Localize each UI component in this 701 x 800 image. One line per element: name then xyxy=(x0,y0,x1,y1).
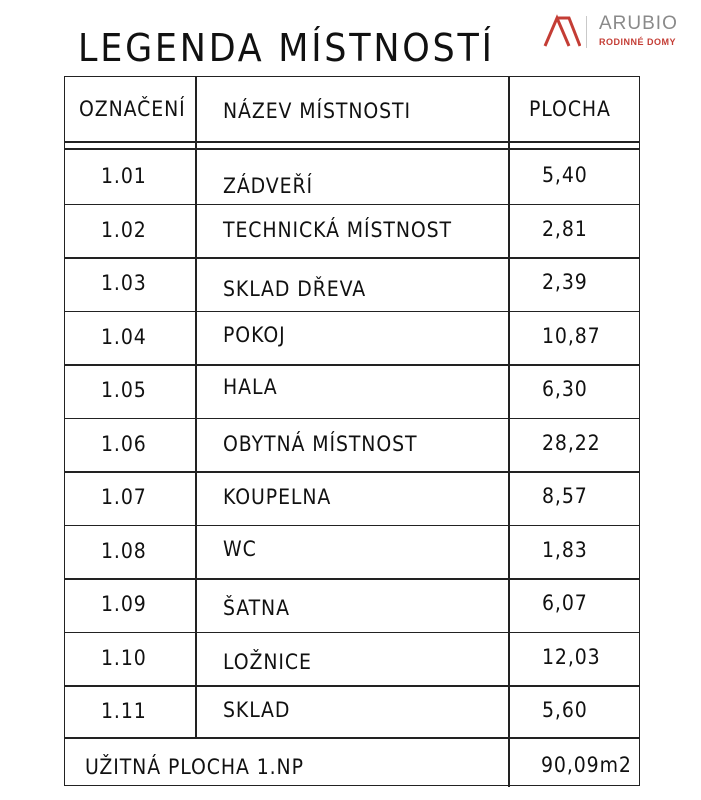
row-separator xyxy=(65,311,639,313)
page-title: LEGENDA MÍSTNOSTÍ xyxy=(78,26,495,70)
room-area: 1,83 xyxy=(542,537,588,562)
header-code: OZNAČENÍ xyxy=(79,97,186,121)
room-name: POKOJ xyxy=(223,322,286,347)
room-name: WC xyxy=(223,536,257,561)
header-separator xyxy=(65,141,639,143)
logo-brand-name: ARUBIO xyxy=(599,13,678,34)
room-code: 1.09 xyxy=(101,592,147,616)
room-area: 8,57 xyxy=(542,484,588,508)
room-name: OBYTNÁ MÍSTNOST xyxy=(223,431,418,456)
row-separator xyxy=(65,204,639,206)
row-separator xyxy=(65,471,639,473)
room-code: 1.07 xyxy=(101,485,147,509)
total-separator xyxy=(65,737,639,739)
room-area: 28,22 xyxy=(542,430,601,455)
room-area: 10,87 xyxy=(542,323,601,348)
room-name: TECHNICKÁ MÍSTNOST xyxy=(223,217,452,242)
room-name: ZÁDVEŘÍ xyxy=(223,174,313,198)
row-separator xyxy=(65,578,639,580)
house-roof-icon xyxy=(543,14,581,48)
room-name: LOŽNICE xyxy=(223,649,312,674)
header-separator xyxy=(65,148,639,150)
room-name: SKLAD xyxy=(223,698,291,722)
row-separator xyxy=(65,418,639,420)
room-code: 1.11 xyxy=(101,699,147,723)
logo-divider xyxy=(586,16,587,48)
room-legend-table xyxy=(64,76,640,786)
room-name: SKLAD DŘEVA xyxy=(223,277,367,301)
room-code: 1.05 xyxy=(101,378,147,402)
room-area: 6,07 xyxy=(542,591,588,615)
room-area: 5,60 xyxy=(542,698,588,722)
room-area: 2,81 xyxy=(542,216,588,241)
column-divider xyxy=(195,77,197,737)
room-name: KOUPELNA xyxy=(223,485,332,509)
total-label: UŽITNÁ PLOCHA 1.NP xyxy=(85,755,304,779)
header-area: PLOCHA xyxy=(529,97,611,121)
room-code: 1.08 xyxy=(101,538,147,563)
room-name: HALA xyxy=(223,375,278,399)
total-value: 90,09m2 xyxy=(541,753,632,777)
column-divider xyxy=(508,77,510,787)
room-code: 1.03 xyxy=(101,271,147,295)
row-separator xyxy=(65,632,639,634)
room-code: 1.04 xyxy=(101,324,147,349)
row-separator xyxy=(65,257,639,259)
room-area: 12,03 xyxy=(542,644,601,669)
header-room-name: NÁZEV MÍSTNOSTI xyxy=(223,99,411,123)
row-separator xyxy=(65,525,639,527)
room-code: 1.01 xyxy=(101,164,147,188)
logo-tagline: RODINNÉ DOMY xyxy=(599,37,677,47)
room-name: ŠATNA xyxy=(223,596,290,620)
room-code: 1.02 xyxy=(101,217,147,242)
room-code: 1.06 xyxy=(101,431,147,456)
row-separator xyxy=(65,685,639,687)
row-separator xyxy=(65,364,639,366)
room-code: 1.10 xyxy=(101,645,147,670)
brand-logo xyxy=(543,12,693,52)
room-area: 5,40 xyxy=(542,163,588,187)
room-area: 6,30 xyxy=(542,377,588,401)
room-area: 2,39 xyxy=(542,270,588,294)
